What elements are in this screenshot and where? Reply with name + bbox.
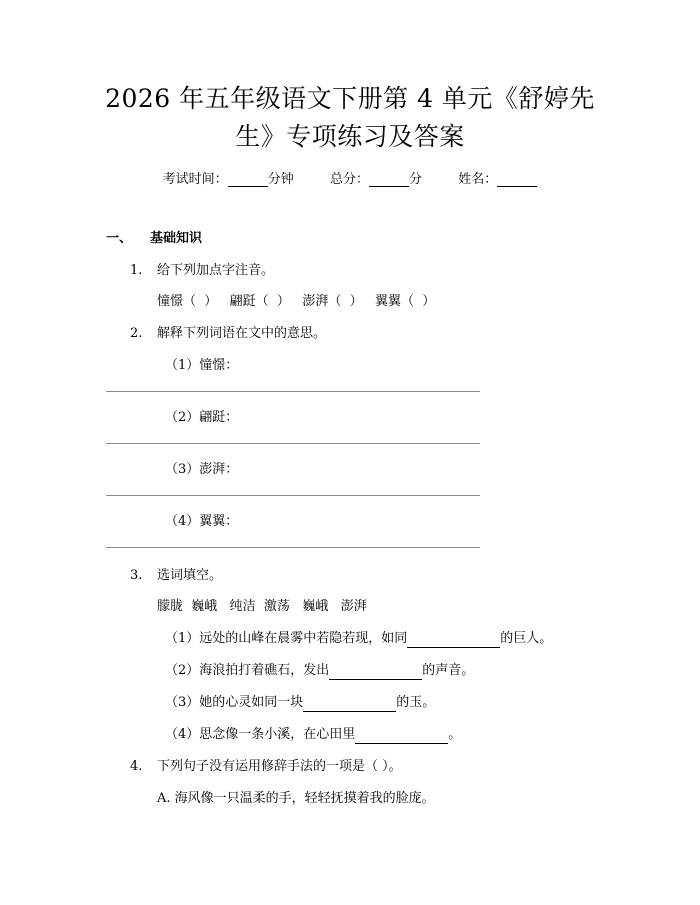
score-unit: 分 (409, 172, 423, 187)
q4-option-a[interactable]: A. 海风像一只温柔的手，轻轻抚摸着我的脸庞。 (157, 791, 435, 806)
document-title (80, 80, 620, 156)
name-label: 姓名： (458, 172, 498, 187)
title-line-2: 生》专项练习及答案 (235, 122, 465, 151)
name-blank (497, 171, 537, 187)
section-number: 一、 (106, 231, 133, 246)
fill-blank[interactable] (355, 725, 448, 744)
q3-item: （3）她的心灵如同一块 的玉。 (165, 695, 436, 710)
section-title: 基础知识 (150, 231, 203, 246)
section-heading (106, 230, 202, 248)
answer-line[interactable] (106, 391, 480, 392)
q1-prompt: 给下列加点字注音。 (157, 263, 275, 278)
q3-item: （4）思念像一条小溪，在心田里 。 (165, 727, 462, 742)
q4-prompt: 下列句子没有运用修辞手法的一项是（ ）。 (157, 759, 402, 774)
q1-number: 1. (130, 263, 143, 278)
fill-blank[interactable] (329, 661, 422, 680)
q3-prompt: 选词填空。 (157, 568, 223, 583)
score-blank (369, 171, 409, 187)
title-line-1: 2026 年五年级语文下册第 4 单元《舒婷先 (105, 84, 595, 113)
q2-number: 2. (130, 326, 143, 341)
q3-number: 3. (130, 568, 143, 583)
fill-blank[interactable] (407, 629, 500, 648)
time-unit: 分钟 (267, 172, 294, 187)
q2-item: （2）翩跹： (165, 410, 239, 425)
q2-item: （1）憧憬： (165, 358, 239, 373)
exam-meta (0, 168, 700, 187)
q2-item: （3）澎湃： (165, 462, 239, 477)
q1-items: 憧憬（ ） 翩跹（ ） 澎湃（ ） 翼翼（ ） (157, 294, 436, 309)
q3-options: 朦胧 巍峨 纯洁 激荡 巍峨 澎湃 (157, 599, 367, 614)
q4-number: 4. (130, 759, 143, 774)
time-label: 考试时间： (162, 172, 228, 187)
q3-item: （2）海浪拍打着礁石，发出 的声音。 (165, 663, 475, 678)
time-blank (228, 171, 268, 187)
answer-line[interactable] (106, 547, 480, 548)
score-label: 总分： (329, 172, 369, 187)
q3-item: （1）远处的山峰在晨雾中若隐若现，如同 的巨人。 (165, 631, 553, 646)
q2-item: （4）翼翼： (165, 514, 239, 529)
q2-prompt: 解释下列词语在文中的意思。 (157, 326, 327, 341)
answer-line[interactable] (106, 495, 480, 496)
fill-blank[interactable] (303, 693, 396, 712)
answer-line[interactable] (106, 443, 480, 444)
